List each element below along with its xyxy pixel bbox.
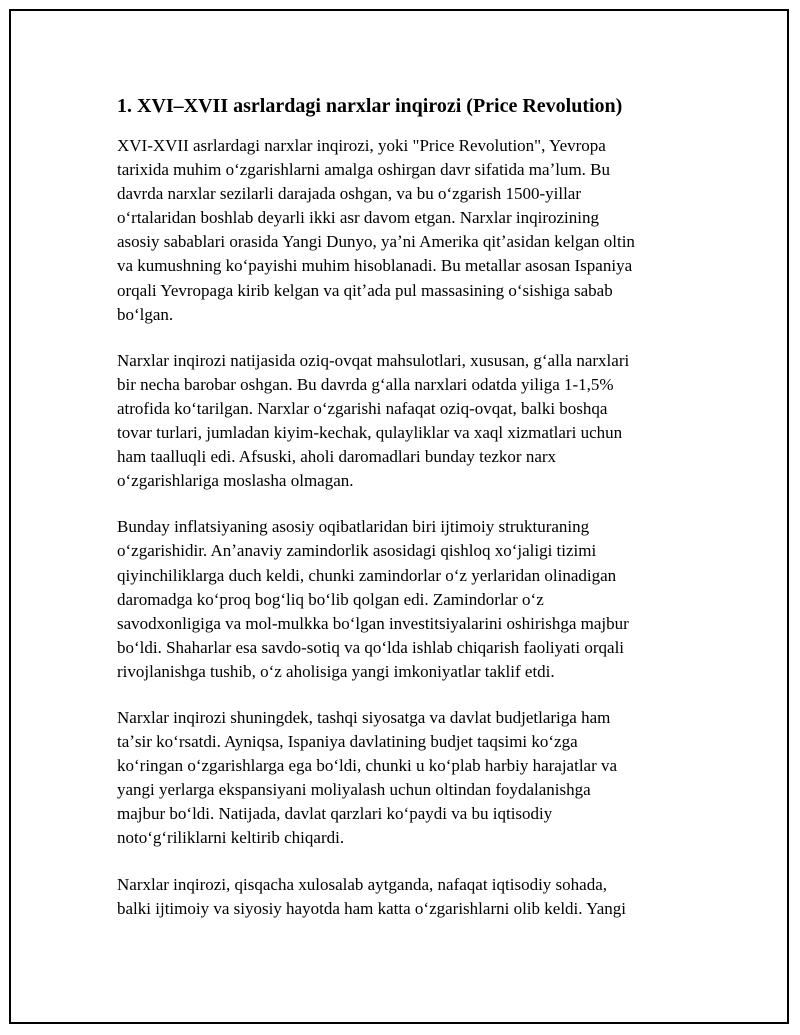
text-line: majbur boʻldi. Natijada, davlat qarzlari koʻpaydi va bu iqtisodiy: [117, 804, 553, 824]
text-line: orqali Yevropaga kirib kelgan va qitʼada pul massasining oʻsishiga sabab: [117, 280, 613, 300]
section-title: 1. XVI–XVII asrlardagi narxlar inqirozi (Price Revolution): [117, 95, 623, 117]
text-line: rivojlanishga tushib, oʻz aholisiga yangi imkoniyatlar taklif etdi.: [117, 661, 555, 681]
text-line: asosiy sabablari orasida Yangi Dunyo, yaʼni Amerika qitʼasidan kelgan oltin: [117, 232, 635, 252]
text-line: savodxonligiga va mol-mulkka boʻlgan investitsiyalarini oshirishga majbur: [117, 613, 629, 633]
paragraph: [117, 349, 685, 494]
text-line: balki ijtimoiy va siyosiy hayotda ham katta oʻzgarishlarni olib keldi. Yangi: [117, 898, 626, 918]
paragraph-list: [117, 134, 685, 921]
text-line: Bunday inflatsiyaning asosiy oqibatlaridan biri ijtimoiy strukturaning: [117, 517, 590, 537]
text-line: va kumushning koʻpayishi muhim hisoblanadi. Bu metallar asosan Ispaniya: [117, 256, 633, 276]
text-line: boʻldi. Shaharlar esa savdo-sotiq va qoʻlda ishlab chiqarish faoliyati orqali: [117, 637, 625, 657]
text-line: boʻlgan.: [117, 304, 174, 324]
paragraph: [117, 706, 685, 851]
text-line: notoʻgʻriliklarni keltirib chiqardi.: [117, 828, 345, 848]
text-line: oʻzgarishidir. Anʼanaviy zamindorlik asosidagi qishloq xoʻjaligi tizimi: [117, 541, 597, 561]
text-line: Narxlar inqirozi, qisqacha xulosalab aytganda, nafaqat iqtisodiy sohada,: [117, 874, 608, 894]
text-line: ham taalluqli edi. Afsuski, aholi daromadlari bunday tezkor narx: [117, 447, 557, 467]
text-line: daromadga koʻproq bogʻliq boʻlib qolgan edi. Zamindorlar oʻz: [117, 589, 544, 609]
text-line: tarixida muhim oʻzgarishlarni amalga oshirgan davr sifatida maʼlum. Bu: [117, 160, 611, 180]
paragraph: [117, 873, 685, 921]
text-line: yangi yerlarga ekspansiyani moliyalash uchun oltindan foydalanishga: [117, 780, 591, 800]
text-line: Narxlar inqirozi natijasida oziq-ovqat mahsulotlari, xususan, gʻalla narxlari: [117, 350, 630, 370]
text-line: qiyinchiliklarga duch keldi, chunki zamindorlar oʻz yerlaridan olinadigan: [117, 565, 617, 585]
paragraph: [117, 515, 685, 684]
text-line: Narxlar inqirozi shuningdek, tashqi siyosatga va davlat budjetlariga ham: [117, 707, 611, 727]
text-line: davrda narxlar sezilarli darajada oshgan, va bu oʻzgarish 1500-yillar: [117, 184, 582, 204]
text-line: XVI-XVII asrlardagi narxlar inqirozi, yoki "Price Revolution", Yevropa: [117, 136, 606, 155]
text-line: tovar turlari, jumladan kiyim-kechak, qulayliklar va xaql xizmatlari uchun: [117, 423, 623, 443]
text-line: atrofida koʻtarilgan. Narxlar oʻzgarishi nafaqat oziq-ovqat, balki boshqa: [117, 398, 608, 418]
text-line: taʼsir koʻrsatdi. Ayniqsa, Ispaniya davlatining budjet taqsimi koʻzga: [117, 732, 578, 752]
paragraph: [117, 134, 685, 327]
document-body: [117, 92, 685, 943]
text-line: oʻrtalaridan boshlab deyarli ikki asr davom etgan. Narxlar inqirozining: [117, 208, 599, 228]
text-line: oʻzgarishlariga moslasha olmagan.: [117, 471, 354, 491]
text-line: bir necha barobar oshgan. Bu davrda gʻalla narxlari odatda yiliga 1-1,5%: [117, 374, 614, 394]
text-line: koʻringan oʻzgarishlarga ega boʻldi, chunki u koʻplab harbiy harajatlar va: [117, 756, 618, 776]
